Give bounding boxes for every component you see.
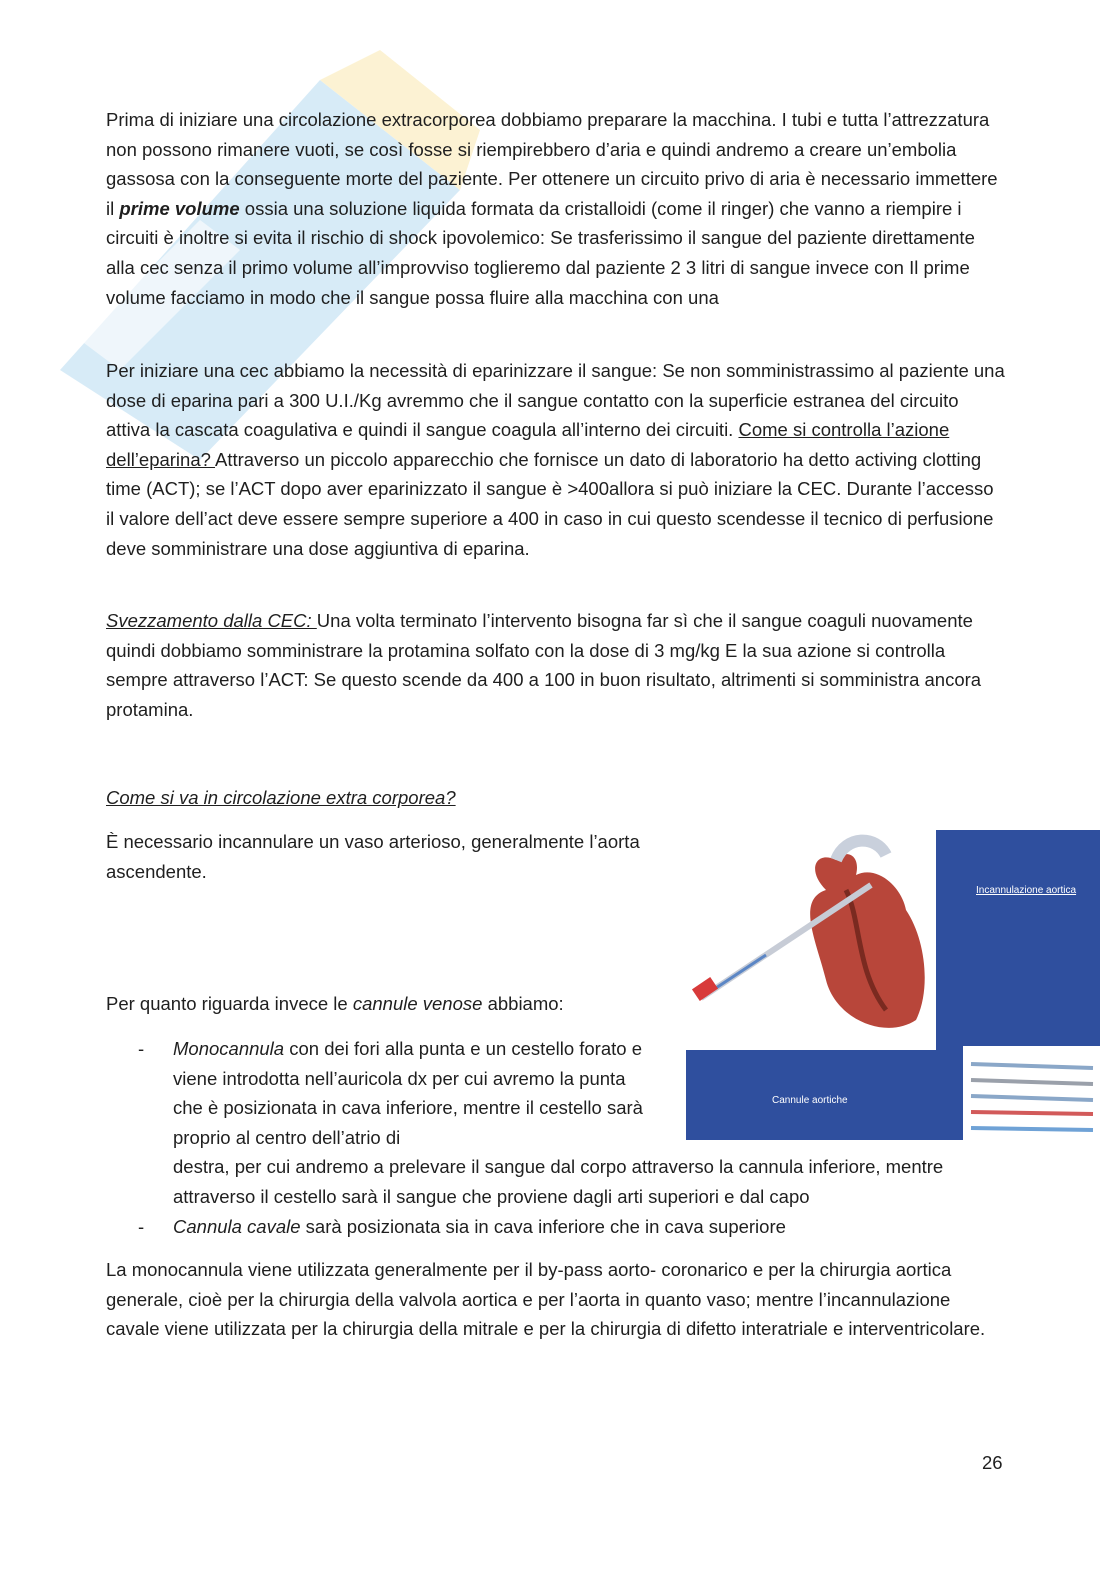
paragraph-eparina [106, 356, 1006, 563]
paragraph-monocannula-uso: La monocannula viene utilizzata generalmente per il by-pass aorto- coronarico e per la chirurgia aortica generale, cioè per la chirurgia della valvola aortica e per l’aorta in quanto vaso; mentre l’incannulazione cavale viene utilizzata per la chirurgia della mitrale e per la chirurgia di difetto interatriale e interventricolare. [106, 1259, 986, 1340]
p3-text-after: Una volta terminato l’intervento bisogna far sì che il sangue coaguli nuovamente quindi dobbiamo somministrare la protamina solfato con la dose di 3 mg/kg E la sua azione si controlla sempre attraverso l’ACT: Se questo scende da 400 a 100 in buon risultato, altrimenti si somministra ancora protamina. [106, 610, 982, 720]
page-number: 26 [982, 1452, 1003, 1473]
cannule-list [106, 1034, 1006, 1241]
p1-emphasis: prime volume [119, 197, 240, 219]
p1-text-after: ossia una soluzione liquida formata da cristalloidi (come il ringer) che vanno a riempire i circuiti è inoltre si evita il rischio di shock ipovolemico: Se trasferissimo il sangue del paziente direttamente alla cec senza il primo volume all’improvviso toglieremo dal paziente 2 3 litri di sangue invece con Il prime volume facciamo in modo che il sangue possa fluire alla macchina con una [106, 197, 975, 308]
p5-emphasis: cannule venose [352, 993, 483, 1014]
cannula-cavale-term: Cannula cavale [173, 1215, 301, 1237]
p2-text-after: Attraverso un piccolo apparecchio che fornisce un dato di laboratorio ha detto activing clotting time (ACT); se l’ACT dopo aver eparinizzato il sangue è >400allora si può iniziare la CEC. Durante l’accesso il valore dell’act deve essere sempre superiore a 400 in caso in cui questo scendesse il tecnico di perfusione deve somministrare una dose aggiuntiva di eparina. [106, 448, 994, 559]
list-item-cannula-cavale [106, 1212, 1006, 1242]
figure-caption: Cannule aortiche [772, 1095, 848, 1106]
monocannula-text-part1: con dei fori alla punta e un cestello forato e viene introdotta nell’auricola dx per cui avremo la punta che è posizionata in cava inferiore, mentre il cestello sarà proprio al centro dell’atrio di [173, 1038, 643, 1148]
p1-text-before: Prima di iniziare una circolazione extracorporea dobbiamo preparare la macchina. I tubi e tutta l’attrezzatura non possono rimanere vuoti, se così fosse si riempirebbero d’aria e quindi andremo a creare un’embolia gassosa con la conseguente morte del paziente. Per ottenere un circuito privo di aria è necessario immettere il [106, 109, 998, 219]
p2-text-before: Per iniziare una cec abbiamo la necessità di eparinizzare il sangue: Se non somministrassimo al paziente una dose di eparina pari a 300 U.I./Kg avremmo che il sangue contatto con la superficie estranea del circuito attiva la cascata coagulativa e quindi il sangue coagula all’interno dei circuiti. [106, 360, 1005, 441]
p5-text-after: abbiamo: [482, 993, 564, 1014]
paragraph-svezzamento [106, 606, 1006, 724]
paragraph-cannule-venose [106, 989, 1006, 1019]
cannula-cavale-text: sarà posizionata sia in cava inferiore che in cava superiore [300, 1215, 786, 1237]
list-item-monocannula [106, 1034, 643, 1152]
p2-question: Come si controlla l’azione dell’eparina? [106, 419, 950, 470]
monocannula-text-part2: destra, per cui andremo a prelevare il sangue dal corpo attraverso la cannula inferiore, mentre attraverso il cestello sarà il sangue che proviene dagli arti superiori e dal capo [173, 1156, 944, 1207]
paragraph-arterioso: È necessario incannulare un vaso arterioso, generalmente l’aorta ascendente. [106, 831, 640, 882]
figure-title: Incannulazione aortica [976, 885, 1077, 896]
list-bullet: - [138, 1038, 145, 1059]
paragraph-prime-volume [106, 105, 1006, 312]
list-bullet: - [138, 1215, 145, 1237]
monocannula-term: Monocannula [173, 1038, 285, 1059]
p3-label: Svezzamento dalla CEC: [106, 610, 317, 631]
p5-text-before: Per quanto riguarda invece le [106, 993, 353, 1014]
section-heading: Come si va in circolazione extra corporea? [106, 787, 456, 808]
